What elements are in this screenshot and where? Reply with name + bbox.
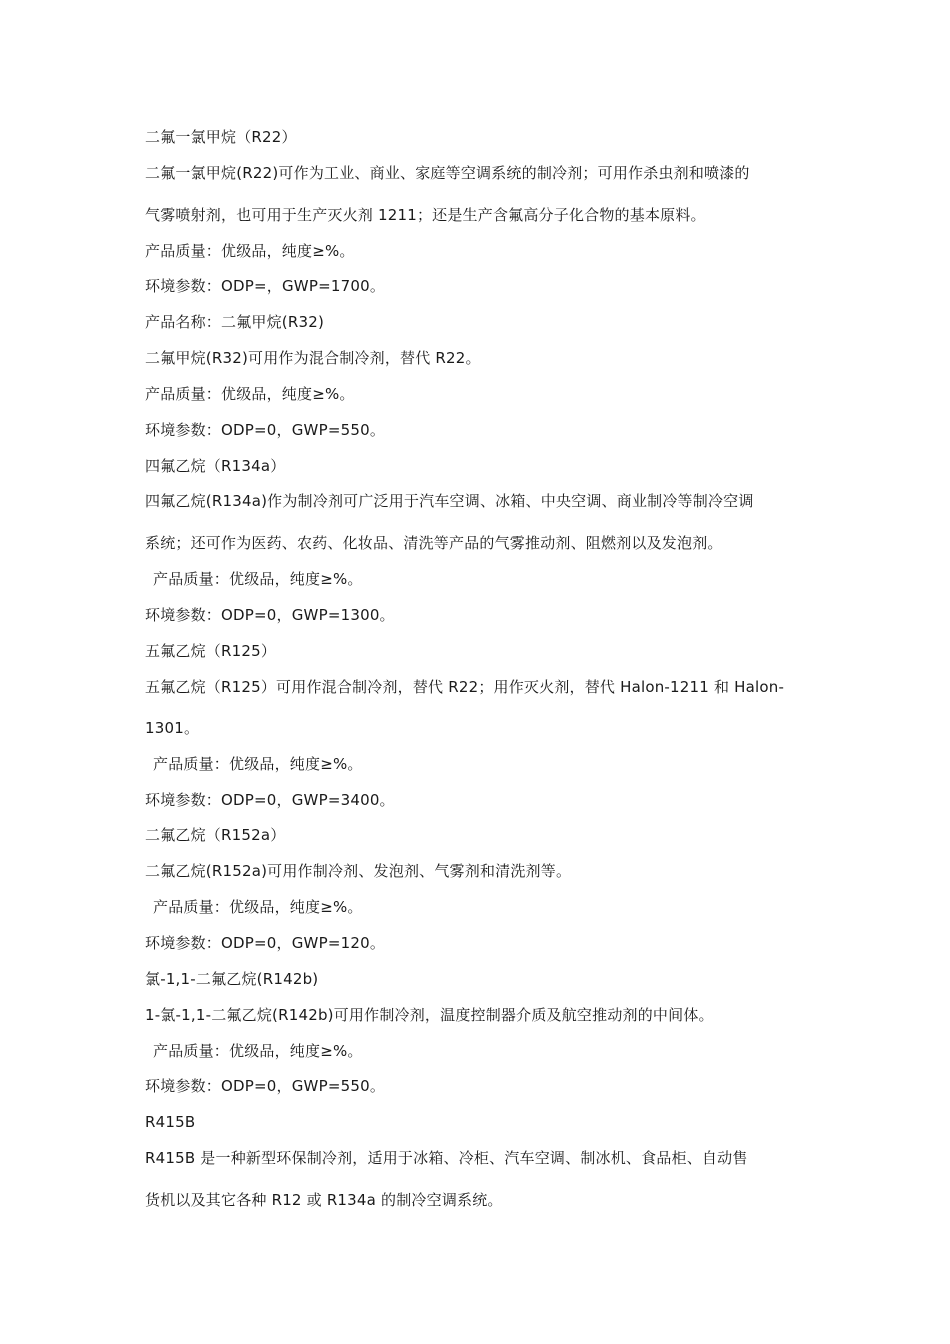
quality-line: 产品质量：优级品，纯度≥%。 xyxy=(153,755,363,773)
environment-line: 环境参数：ODP=0，GWP=1300。 xyxy=(145,606,395,624)
paragraph-line: 四氟乙烷(R134a)作为制冷剂可广泛用于汽车空调、冰箱、中央空调、商业制冷等制冷空调 xyxy=(145,492,754,510)
paragraph-line: 五氟乙烷（R125）可用作混合制冷剂，替代 R22；用作灭火剂，替代 Halon-1211 和 Halon- xyxy=(145,678,785,696)
heading-r142b: 氯-1,1-二氟乙烷(R142b) xyxy=(145,970,319,988)
paragraph-line: R415B 是一种新型环保制冷剂，适用于冰箱、冷柜、汽车空调、制冰机、食品柜、自动售 xyxy=(145,1149,748,1167)
heading-r125: 五氟乙烷（R125） xyxy=(145,642,277,660)
paragraph-line: 二氟甲烷(R32)可用作为混合制冷剂，替代 R22。 xyxy=(145,349,481,367)
quality-line: 产品质量：优级品，纯度≥%。 xyxy=(153,1042,363,1060)
heading-r152a: 二氟乙烷（R152a） xyxy=(145,826,286,844)
heading-r415b: R415B xyxy=(145,1113,196,1131)
quality-line: 产品质量：优级品，纯度≥%。 xyxy=(153,898,363,916)
paragraph-line: 货机以及其它各种 R12 或 R134a 的制冷空调系统。 xyxy=(145,1191,503,1209)
paragraph-line: 1-氯-1,1-二氟乙烷(R142b)可用作制冷剂，温度控制器介质及航空推动剂的中间体。 xyxy=(145,1006,714,1024)
environment-line: 环境参数：ODP=0，GWP=550。 xyxy=(145,1077,386,1095)
environment-line: 环境参数：ODP=0，GWP=550。 xyxy=(145,421,386,439)
paragraph-line: 系统；还可作为医药、农药、化妆品、清洗等产品的气雾推动剂、阻燃剂以及发泡剂。 xyxy=(145,534,723,552)
heading-r22: 二氟一氯甲烷（R22） xyxy=(145,128,297,146)
paragraph-line: 1301。 xyxy=(145,719,200,737)
paragraph-line: 二氟一氯甲烷(R22)可作为工业、商业、家庭等空调系统的制冷剂；可用作杀虫剂和喷漆的 xyxy=(145,164,750,182)
quality-line: 产品质量：优级品，纯度≥%。 xyxy=(145,385,355,403)
environment-line: 环境参数：ODP=0，GWP=3400。 xyxy=(145,791,395,809)
heading-r32: 产品名称：二氟甲烷(R32) xyxy=(145,313,325,331)
paragraph-line: 二氟乙烷(R152a)可用作制冷剂、发泡剂、气雾剂和清洗剂等。 xyxy=(145,862,572,880)
heading-r134a: 四氟乙烷（R134a） xyxy=(145,457,286,475)
environment-line: 环境参数：ODP=，GWP=1700。 xyxy=(145,277,386,295)
quality-line: 产品质量：优级品，纯度≥%。 xyxy=(145,242,355,260)
paragraph-line: 气雾喷射剂，也可用于生产灭火剂 1211；还是生产含氟高分子化合物的基本原料。 xyxy=(145,206,706,224)
quality-line: 产品质量：优级品，纯度≥%。 xyxy=(153,570,363,588)
environment-line: 环境参数：ODP=0，GWP=120。 xyxy=(145,934,386,952)
